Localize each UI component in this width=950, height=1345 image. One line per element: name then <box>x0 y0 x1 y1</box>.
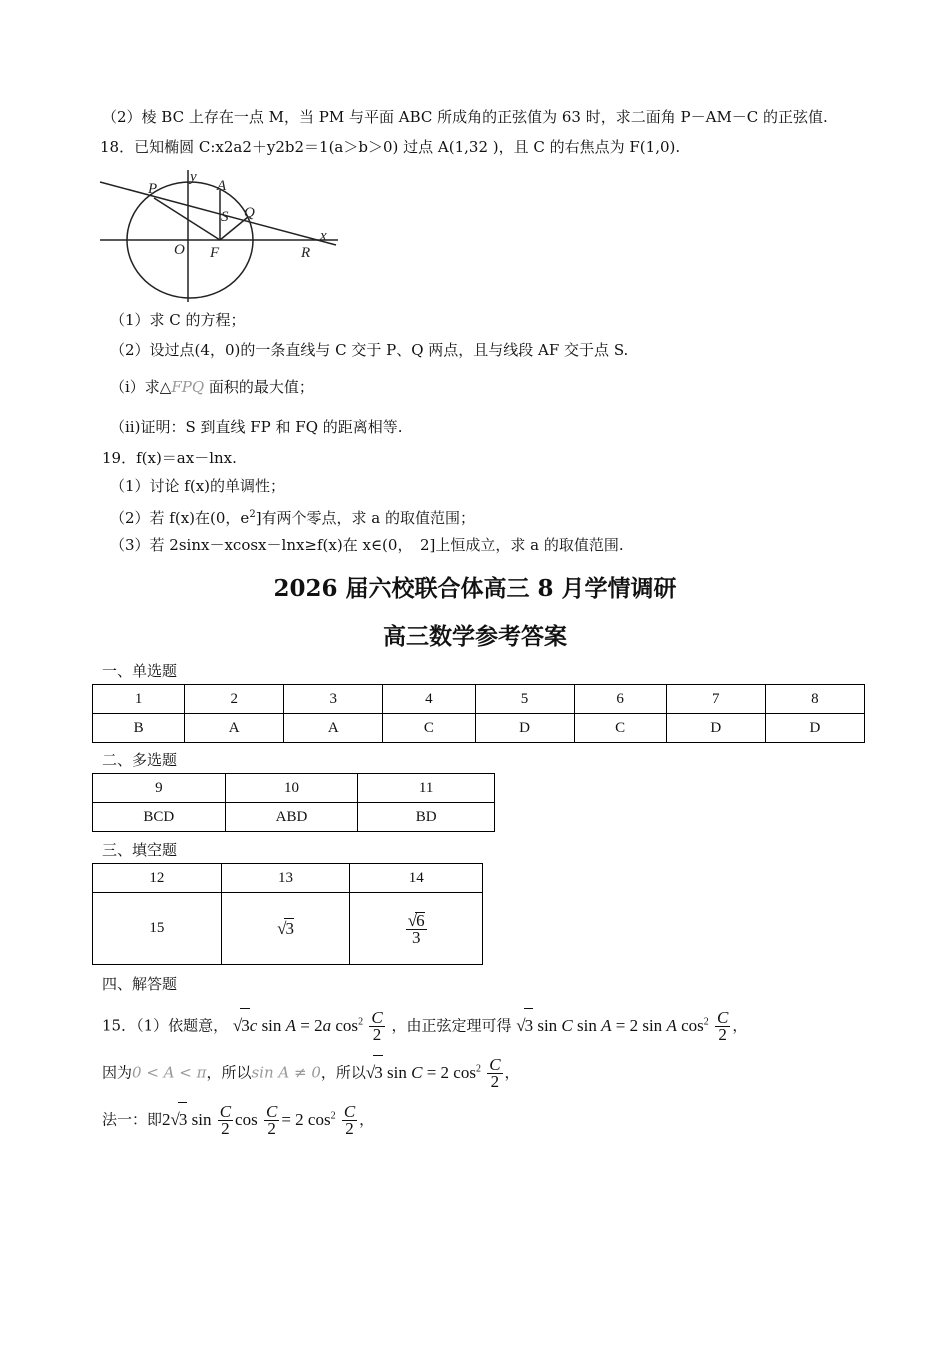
table-cell: 2 <box>185 685 284 714</box>
table-cell: A <box>284 714 383 743</box>
table-cell: A <box>185 714 284 743</box>
ellipse-figure <box>98 165 343 305</box>
segment-pf <box>154 198 220 240</box>
answer-subtitle: 高三数学参考答案 <box>383 623 567 650</box>
solution-15-line2: 因为0 < A < π，所以sin A ≠ 0，所以√3 sin C = 2 $\cos^2$ $\frac{C}{2}$ ， <box>102 1055 520 1092</box>
table-cell: $\frac{√6}{3}$ <box>350 893 483 965</box>
table-cell: 12 <box>93 864 222 893</box>
table-cell: ABD <box>225 803 358 832</box>
formula-sine-law: √3 sin C sin A = 2 sin A $\cos^2$ $\frac{C}{2}$ <box>516 1008 729 1045</box>
table-cell: C <box>574 714 666 743</box>
label-o: O <box>174 242 185 258</box>
table-cell: BD <box>358 803 495 832</box>
q19-part2: （2）若 f(x)在(0，$e^2$]有两个零点，求 a 的取值范围； <box>110 509 476 527</box>
q18-part2: （2）设过点(4，0)的一条直线与 C 交于 P、Q 两点，且与线段 AF 交于点 S. <box>110 341 629 359</box>
table-cell: B <box>93 714 185 743</box>
formula-method1: 2√3 sin $\frac{C}{2}$ cos $\frac{C}{2}$ = 2 $\cos^2$ $\frac{C}{2}$ <box>162 1102 356 1139</box>
table-cell: 7 <box>666 685 765 714</box>
solution-15-line3: 法一：即2√3 sin $\frac{C}{2}$ cos $\frac{C}{2}$ = 2 $\cos^2$ $\frac{C}{2}$ ， <box>102 1102 375 1139</box>
solution-15-line1: 15．（1）依题意， √3c sin A = 2a $\cos^2$ $\frac{C}{2}$ ，由正弦定理可得 √3 sin C sin A = 2 sin A $\cos^2$ $\frac{C}{2}$ ， <box>102 1008 748 1045</box>
table-row <box>93 714 865 743</box>
label-q: Q <box>244 205 255 221</box>
formula-reduced: √3 sin C = 2 $\cos^2$ $\frac{C}{2}$ <box>365 1055 501 1092</box>
table-cell: 10 <box>225 774 358 803</box>
q18-part2-i: （i）求△FPQ 面积的最大值； <box>110 378 314 396</box>
table-cell: 5 <box>475 685 574 714</box>
label-r: R <box>301 245 311 261</box>
table-cell: D <box>666 714 765 743</box>
table-cell: C <box>383 714 475 743</box>
table-cell: D <box>475 714 574 743</box>
table-cell: 1 <box>93 685 185 714</box>
formula-given: √3c sin A = 2a $\cos^2$ $\frac{C}{2}$ <box>232 1008 383 1045</box>
table-cell: 15 <box>93 893 222 965</box>
section-fill-blank: 三、填空题 <box>102 841 178 859</box>
table-cell: 3 <box>284 685 383 714</box>
q19-part1: （1）讨论 f(x)的单调性； <box>110 477 286 495</box>
q17-part2: （2）棱 BC 上存在一点 M，当 PM 与平面 ABC 所成角的正弦值为 63 时，求二面角 P－AM－C 的正弦值. <box>102 108 828 126</box>
q19-part3: （3）若 2sinx－xcosx－lnx≥f(x)在 x∈(0， 2]上恒成立，求 a 的取值范围. <box>110 536 624 554</box>
q18-part1: （1）求 C 的方程； <box>110 311 246 329</box>
multi-choice-table <box>92 773 495 832</box>
q18-stem: 18．已知椭圆 C:x2a2＋y2b2＝1(a＞b＞0) 过点 A(1,32 )，且 C 的右焦点为 F(1,0). <box>100 138 681 156</box>
table-cell: 6 <box>574 685 666 714</box>
answer-title: 2026 届六校联合体高三 8 月学情调研 <box>273 575 677 602</box>
single-choice-table <box>92 684 865 743</box>
table-cell: BCD <box>93 803 226 832</box>
section-single-choice: 一、单选题 <box>102 662 178 680</box>
label-f: F <box>210 245 220 261</box>
table-cell: 11 <box>358 774 495 803</box>
label-x: x <box>320 228 327 244</box>
table-row <box>93 774 495 803</box>
table-cell: D <box>765 714 864 743</box>
section-solutions: 四、解答题 <box>102 975 178 993</box>
table-cell: 14 <box>350 864 483 893</box>
fill-blank-table <box>92 863 483 965</box>
q18-part2-ii: （ii)证明：S 到直线 FP 和 FQ 的距离相等. <box>110 418 403 436</box>
table-cell: √3 <box>221 893 350 965</box>
table-cell: 13 <box>221 864 350 893</box>
table-row <box>93 803 495 832</box>
table-cell: 8 <box>765 685 864 714</box>
section-multi-choice: 二、多选题 <box>102 751 178 769</box>
label-a: A <box>217 178 227 194</box>
table-cell: 4 <box>383 685 475 714</box>
label-y: y <box>190 169 197 185</box>
table-row <box>93 893 483 965</box>
table-row <box>93 864 483 893</box>
label-p: P <box>148 181 158 197</box>
table-cell: 9 <box>93 774 226 803</box>
q19-stem: 19．f(x)＝ax－lnx. <box>102 449 237 467</box>
label-s: S <box>221 209 229 225</box>
table-row <box>93 685 865 714</box>
